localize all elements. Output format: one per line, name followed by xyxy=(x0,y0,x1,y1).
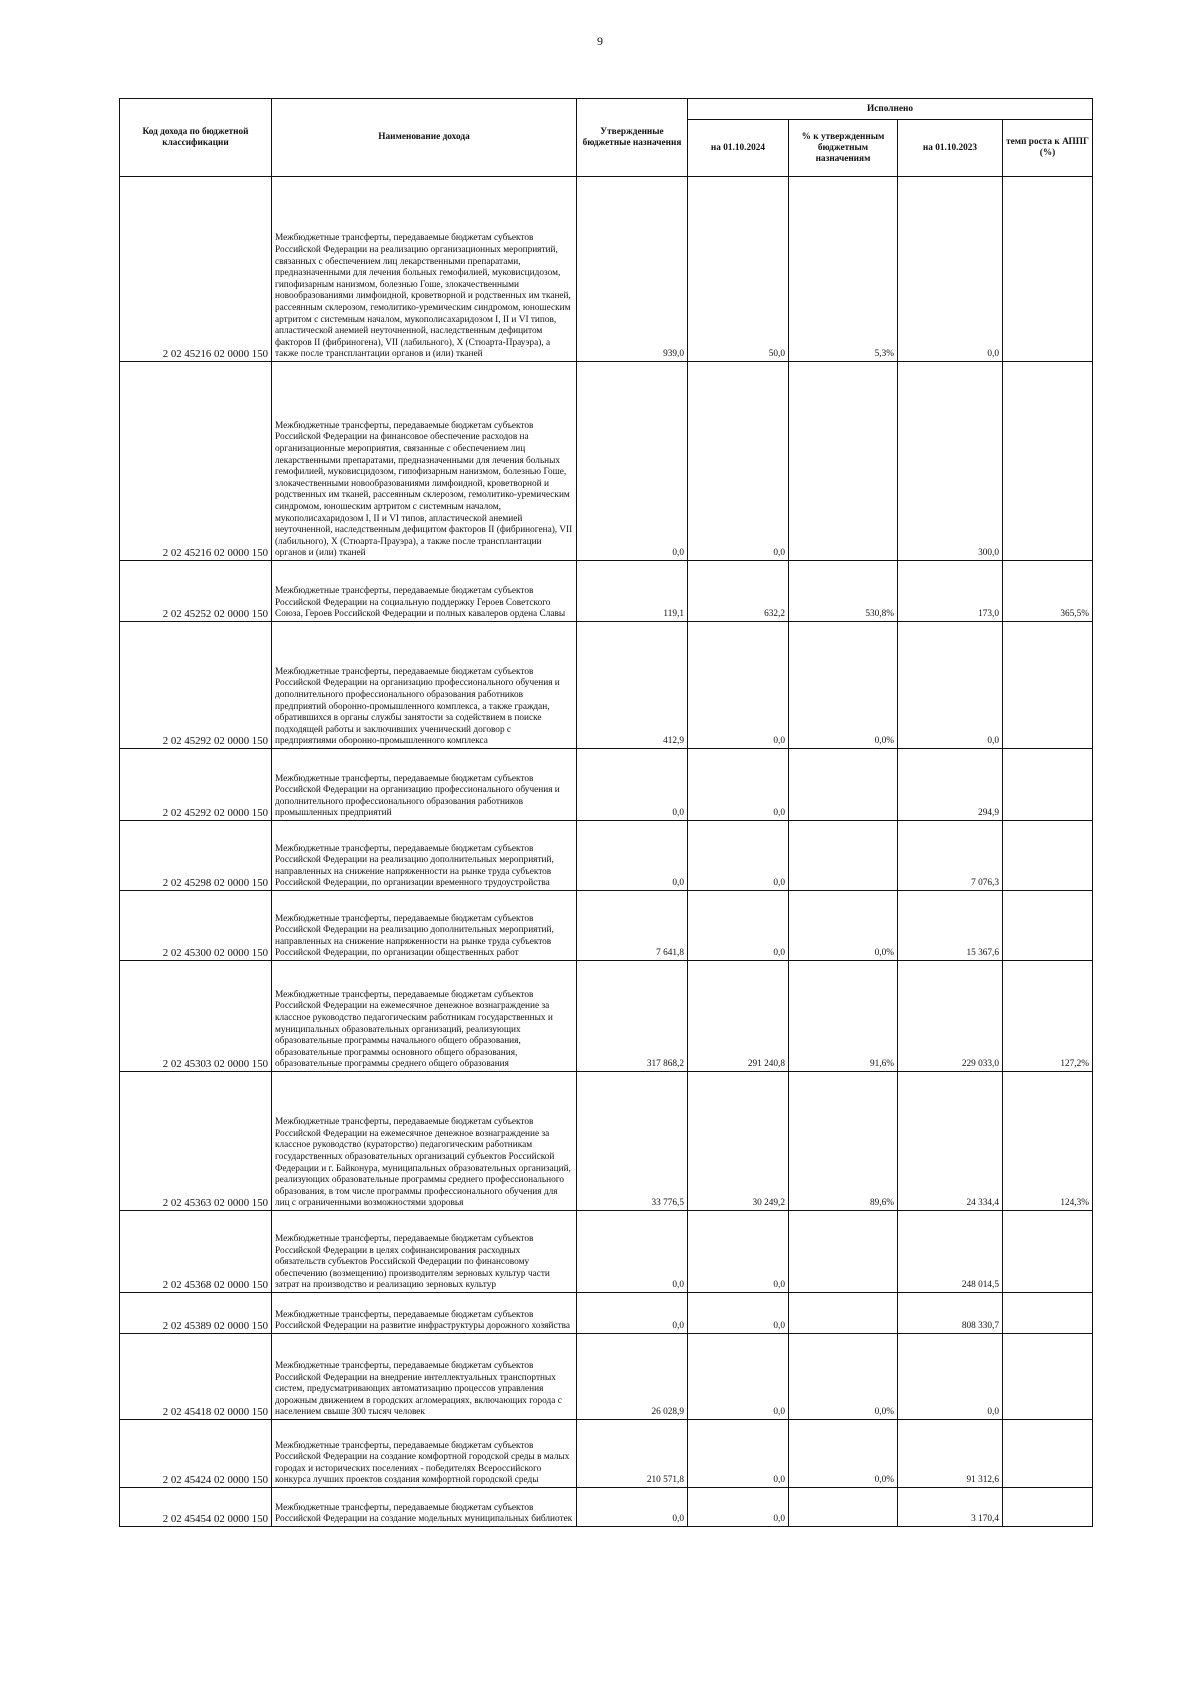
executed-2024-value: 291 240,8 xyxy=(688,961,789,1072)
header-percent: % к утвержденным бюджетным назначениям xyxy=(789,120,898,177)
executed-2024-value: 0,0 xyxy=(688,1211,789,1293)
growth-value xyxy=(1003,1211,1093,1293)
approved-value: 0,0 xyxy=(577,1211,688,1293)
percent-value: 0,0% xyxy=(789,1334,898,1420)
table-row xyxy=(120,1211,1093,1293)
executed-2023-value: 300,0 xyxy=(898,362,1003,561)
revenue-code: 2 02 45292 02 0000 150 xyxy=(120,749,272,821)
percent-value: 0,0% xyxy=(789,1420,898,1488)
growth-value xyxy=(1003,1293,1093,1334)
approved-value: 0,0 xyxy=(577,362,688,561)
budget-revenue-table xyxy=(119,98,1093,1527)
executed-2024-value: 632,2 xyxy=(688,561,789,622)
approved-value: 0,0 xyxy=(577,1293,688,1334)
header-executed: Исполнено xyxy=(688,99,1093,120)
table-row xyxy=(120,1293,1093,1334)
table-row xyxy=(120,622,1093,749)
executed-2023-value: 173,0 xyxy=(898,561,1003,622)
executed-2023-value: 229 033,0 xyxy=(898,961,1003,1072)
growth-value xyxy=(1003,749,1093,821)
approved-value: 210 571,8 xyxy=(577,1420,688,1488)
approved-value: 0,0 xyxy=(577,749,688,821)
executed-2024-value: 0,0 xyxy=(688,1334,789,1420)
revenue-code: 2 02 45216 02 0000 150 xyxy=(120,362,272,561)
approved-value: 939,0 xyxy=(577,177,688,362)
revenue-code: 2 02 45454 02 0000 150 xyxy=(120,1488,272,1527)
table-row xyxy=(120,1488,1093,1527)
approved-value: 317 868,2 xyxy=(577,961,688,1072)
table-row xyxy=(120,561,1093,622)
table-row xyxy=(120,961,1093,1072)
approved-value: 412,9 xyxy=(577,622,688,749)
revenue-code: 2 02 45216 02 0000 150 xyxy=(120,177,272,362)
table-row xyxy=(120,891,1093,961)
revenue-code: 2 02 45418 02 0000 150 xyxy=(120,1334,272,1420)
executed-2024-value: 0,0 xyxy=(688,821,789,891)
table-row xyxy=(120,1420,1093,1488)
executed-2023-value: 3 170,4 xyxy=(898,1488,1003,1527)
revenue-name: Межбюджетные трансферты, передаваемые бюджетам субъектов Российской Федерации на внедрение интеллектуальных транспортных систем, предусматривающих автоматизацию процессов управления дорожным движением в городских агломерациях, включающих города с населением свыше 300 тысяч человек xyxy=(272,1334,577,1420)
executed-2023-value: 7 076,3 xyxy=(898,821,1003,891)
revenue-code: 2 02 45368 02 0000 150 xyxy=(120,1211,272,1293)
executed-2024-value: 0,0 xyxy=(688,749,789,821)
approved-value: 26 028,9 xyxy=(577,1334,688,1420)
executed-2023-value: 808 330,7 xyxy=(898,1293,1003,1334)
growth-value xyxy=(1003,1334,1093,1420)
revenue-code: 2 02 45303 02 0000 150 xyxy=(120,961,272,1072)
revenue-code: 2 02 45298 02 0000 150 xyxy=(120,821,272,891)
table-row xyxy=(120,821,1093,891)
percent-value xyxy=(789,362,898,561)
growth-value xyxy=(1003,622,1093,749)
executed-2023-value: 15 367,6 xyxy=(898,891,1003,961)
executed-2023-value: 248 014,5 xyxy=(898,1211,1003,1293)
revenue-name: Межбюджетные трансферты, передаваемые бюджетам субъектов Российской Федерации на создание модельных муниципальных библиотек xyxy=(272,1488,577,1527)
revenue-name: Межбюджетные трансферты, передаваемые бюджетам субъектов Российской Федерации на реализацию организационных мероприятий, связанных с обеспечением лиц лекарственными препаратами, предназначенными для лечения больных гемофилией, муковисцидозом, гипофизарным нанизмом, болезнью Гоше, злокачественными новообразованиями лимфоидной, кроветворной и родственных им тканей, рассеянным склерозом, гемолитико-уремическим синдромом, юношеским артритом с системным началом, мукополисахаридозом I, II и VI типов, апластической анемией неуточненной, наследственным дефицитом факторов II (фибриногена), VII (лабильного), X (Стюарта-Прауэра), а также после трансплантации органов и (или) тканей xyxy=(272,177,577,362)
executed-2023-value: 0,0 xyxy=(898,622,1003,749)
revenue-name: Межбюджетные трансферты, передаваемые бюджетам субъектов Российской Федерации на ежемесячное денежное вознаграждение за классное руководство педагогическим работникам государственных и муниципальных образовательных организаций, реализующих образовательные программы начального общего образования, образовательные программы основного общего образования, образовательные программы среднего общего образования xyxy=(272,961,577,1072)
executed-2024-value: 0,0 xyxy=(688,1420,789,1488)
table-row xyxy=(120,177,1093,362)
page-number: 9 xyxy=(597,34,603,48)
revenue-name: Межбюджетные трансферты, передаваемые бюджетам субъектов Российской Федерации на организацию профессионального обучения и дополнительного профессионального образования работников промышленных предприятий xyxy=(272,749,577,821)
percent-value xyxy=(789,1211,898,1293)
percent-value xyxy=(789,1293,898,1334)
revenue-code: 2 02 45252 02 0000 150 xyxy=(120,561,272,622)
revenue-code: 2 02 45389 02 0000 150 xyxy=(120,1293,272,1334)
approved-value: 33 776,5 xyxy=(577,1072,688,1211)
revenue-code: 2 02 45292 02 0000 150 xyxy=(120,622,272,749)
executed-2024-value: 0,0 xyxy=(688,622,789,749)
executed-2024-value: 0,0 xyxy=(688,362,789,561)
executed-2024-value: 30 249,2 xyxy=(688,1072,789,1211)
approved-value: 119,1 xyxy=(577,561,688,622)
table-row xyxy=(120,749,1093,821)
revenue-name: Межбюджетные трансферты, передаваемые бюджетам субъектов Российской Федерации на реализацию дополнительных мероприятий, направленных на снижение напряженности на рынке труда субъектов Российской Федерации, по организации временного трудоустройства xyxy=(272,821,577,891)
growth-value: 365,5% xyxy=(1003,561,1093,622)
percent-value: 89,6% xyxy=(789,1072,898,1211)
percent-value xyxy=(789,821,898,891)
revenue-name: Межбюджетные трансферты, передаваемые бюджетам субъектов Российской Федерации на организацию профессионального обучения и дополнительного профессионального образования работников предприятий оборонно-промышленного комплекса, а также граждан, обратившихся в органы службы занятости за содействием в поиске подходящей работы и заключивших ученический договор с предприятиями оборонно-промышленного комплекса xyxy=(272,622,577,749)
percent-value: 0,0% xyxy=(789,891,898,961)
revenue-name: Межбюджетные трансферты, передаваемые бюджетам субъектов Российской Федерации на реализацию дополнительных мероприятий, направленных на снижение напряженности на рынке труда субъектов Российской Федерации, по организации общественных работ xyxy=(272,891,577,961)
revenue-name: Межбюджетные трансферты, передаваемые бюджетам субъектов Российской Федерации на финансовое обеспечение расходов на организационные мероприятия, связанные с обеспечением лиц лекарственными препаратами, предназначенными для лечения больных гемофилией, муковисцидозом, гипофизарным нанизмом, болезнью Гоше, злокачественными новообразованиями лимфоидной, кроветворной и родственных им тканей, рассеянным склерозом, гемолитико-уремическим синдромом, юношеским артритом с системным началом, мукополисахаридозом I, II и VI типов, апластической анемией неуточненной, наследственным дефицитом факторов II (фибриногена), VII (лабильного), X (Стюарта-Прауэра), а также после трансплантации органов и (или) тканей xyxy=(272,362,577,561)
revenue-name: Межбюджетные трансферты, передаваемые бюджетам субъектов Российской Федерации на развитие инфраструктуры дорожного хозяйства xyxy=(272,1293,577,1334)
revenue-name: Межбюджетные трансферты, передаваемые бюджетам субъектов Российской Федерации в целях софинансирования расходных обязательств субъектов Российской Федерации по финансовому обеспечению (возмещению) производителям зерновых культур части затрат на производство и реализацию зерновых культур xyxy=(272,1211,577,1293)
executed-2024-value: 50,0 xyxy=(688,177,789,362)
growth-value xyxy=(1003,1420,1093,1488)
header-on-2023: на 01.10.2023 xyxy=(898,120,1003,177)
growth-value xyxy=(1003,821,1093,891)
growth-value xyxy=(1003,177,1093,362)
table-row xyxy=(120,362,1093,561)
percent-value xyxy=(789,749,898,821)
growth-value: 124,3% xyxy=(1003,1072,1093,1211)
percent-value xyxy=(789,1488,898,1527)
percent-value: 91,6% xyxy=(789,961,898,1072)
table-header-row xyxy=(120,99,1093,120)
executed-2023-value: 294,9 xyxy=(898,749,1003,821)
header-growth: темп роста к АППГ (%) xyxy=(1003,120,1093,177)
growth-value xyxy=(1003,1488,1093,1527)
executed-2024-value: 0,0 xyxy=(688,891,789,961)
header-code: Код дохода по бюджетной классификации xyxy=(120,99,272,177)
revenue-name: Межбюджетные трансферты, передаваемые бюджетам субъектов Российской Федерации на ежемесячное денежное вознаграждение за классное руководство (кураторство) педагогическим работникам государственных образовательных организаций субъектов Российской Федерации и г. Байконура, муниципальных образовательных организаций, реализующих образовательные программы среднего профессионального образования, в том числе программы профессионального обучения для лиц с ограниченными возможностями здоровья xyxy=(272,1072,577,1211)
executed-2023-value: 24 334,4 xyxy=(898,1072,1003,1211)
executed-2023-value: 0,0 xyxy=(898,177,1003,362)
executed-2024-value: 0,0 xyxy=(688,1293,789,1334)
approved-value: 0,0 xyxy=(577,1488,688,1527)
approved-value: 0,0 xyxy=(577,821,688,891)
growth-value: 127,2% xyxy=(1003,961,1093,1072)
percent-value: 530,8% xyxy=(789,561,898,622)
revenue-code: 2 02 45363 02 0000 150 xyxy=(120,1072,272,1211)
header-approved: Утвержденные бюджетные назначения xyxy=(577,99,688,177)
approved-value: 7 641,8 xyxy=(577,891,688,961)
percent-value: 0,0% xyxy=(789,622,898,749)
percent-value: 5,3% xyxy=(789,177,898,362)
header-name: Наименование дохода xyxy=(272,99,577,177)
table-row xyxy=(120,1334,1093,1420)
revenue-code: 2 02 45300 02 0000 150 xyxy=(120,891,272,961)
executed-2024-value: 0,0 xyxy=(688,1488,789,1527)
revenue-name: Межбюджетные трансферты, передаваемые бюджетам субъектов Российской Федерации на создание комфортной городской среды в малых городах и исторических поселениях - победителях Всероссийского конкурса лучших проектов создания комфортной городской среды xyxy=(272,1420,577,1488)
executed-2023-value: 0,0 xyxy=(898,1334,1003,1420)
revenue-name: Межбюджетные трансферты, передаваемые бюджетам субъектов Российской Федерации на социальную поддержку Героев Советского Союза, Героев Российской Федерации и полных кавалеров ордена Славы xyxy=(272,561,577,622)
table-row xyxy=(120,1072,1093,1211)
executed-2023-value: 91 312,6 xyxy=(898,1420,1003,1488)
growth-value xyxy=(1003,362,1093,561)
header-on-2024: на 01.10.2024 xyxy=(688,120,789,177)
revenue-code: 2 02 45424 02 0000 150 xyxy=(120,1420,272,1488)
growth-value xyxy=(1003,891,1093,961)
